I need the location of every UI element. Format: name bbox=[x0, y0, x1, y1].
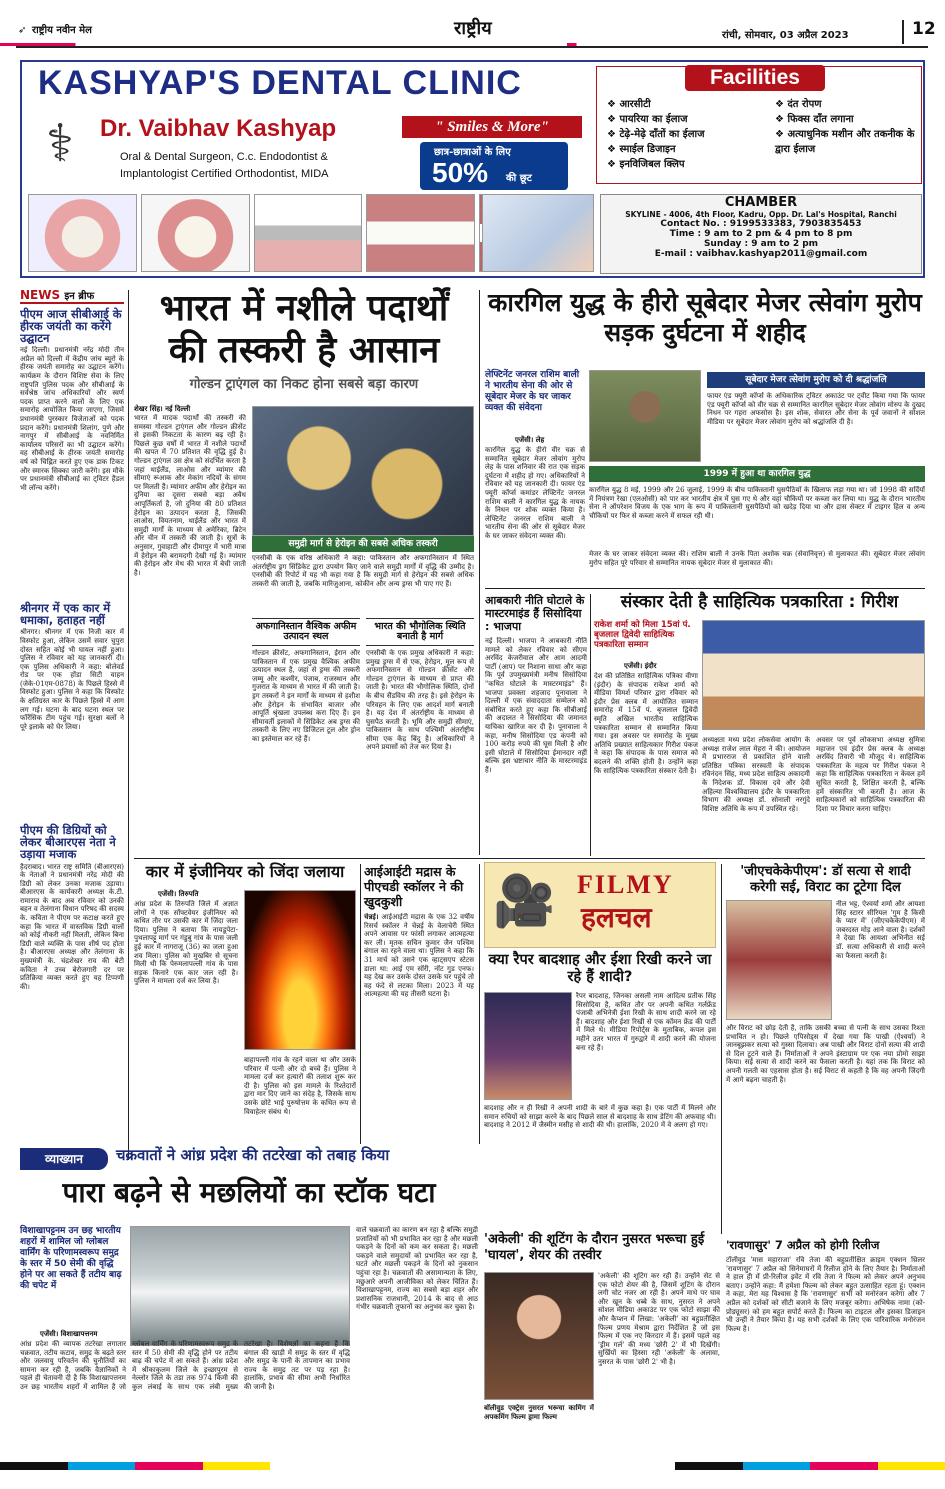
iit-text: आईआईटी मद्रास के एक 32 वर्षीय रिसर्च स्कॉलर ने चेन्नई के वेलाचेरी स्थित अपने आवास पर फांसी लगाकर आत्महत्या कर ली। मृतक सचिन कुमार जैन पश्चिम बंगाल का रहने वाला था। पुलिस ने कहा कि 31 मार्च को उसने एक व्हाट्सएप स्टेटस डाला था: आई एम सॉरी, नॉट गुड एनफ। यह देख कर उसके दोस्त उसके घर पहुंचे तो वह फंदे से लटका मिला। 2023 में यह आत्महत्या की यह तीसरी घटना है। bbox=[364, 913, 474, 999]
row-divider bbox=[485, 588, 925, 589]
column-divider bbox=[590, 594, 591, 856]
halchal-logo-text: हलचल bbox=[581, 901, 652, 934]
page-number: 12 bbox=[912, 19, 936, 39]
dentist-photo bbox=[482, 194, 594, 272]
kargil-story bbox=[485, 288, 925, 588]
fish-body-2: वाले चक्रवातों का कारण बन रहा है बल्कि समुद्री प्रजातियों को भी प्रभावित कर रहा है और मछली पकड़ने के दिनों को कम कर सकता है। मछली पकड़ने वाले समुदायों को प्रभावित कर रहा है, घटते और मछली पकड़ने के दिनों को नुकसान पहुंचा रहा है। चक्रवातों की असामान्यता के लिए, मछुआरे अपनी आजीविका को लेकर चिंतित हैं। विशाखापट्टनम, राज्य का सबसे बड़ा शहर और प्रशासनिक राजधानी, 2014 के बाद से आठ गंभीर चक्रवाती तूफानों का अनुभव कर चुका है। bbox=[356, 1226, 478, 1312]
facility-label: इनविजिबल क्लिप bbox=[619, 159, 685, 170]
ghkkpm-story bbox=[726, 864, 925, 1234]
filmy-logo-text: FILMY bbox=[577, 870, 674, 899]
dentures-photo bbox=[28, 194, 137, 272]
sea-wave-photo bbox=[130, 1226, 350, 1346]
column-divider bbox=[721, 864, 722, 1234]
filmy-halchal-logo bbox=[484, 862, 716, 948]
color-swatch bbox=[675, 1462, 743, 1470]
couple-photo bbox=[484, 992, 572, 1100]
column-divider bbox=[479, 864, 480, 1144]
facility-item: ❖ स्माईल डिजाइन bbox=[607, 144, 676, 155]
paper-name: राष्ट्रीय नवीन मेल bbox=[32, 25, 92, 36]
brief-body: नई दिल्ली। प्रधानमंत्री नरेंद्र मोदी तीन अप्रैल को दिल्ली में केंद्रीय जांच ब्यूरो के हीरक जयंती समारोह का उद्घाटन करेंगे। कार्यक्रम के दौरान विशिष्ट सेवा के लिए राष्ट्रपति पुलिस पदक और सीबीआई के सर्वश्रेष्ठ जांच अधिकारियों और स्वर्ण पदक प्राप्त करने वालों के लिए एक समारोह आयोजित किया जाएगा, जिसमें प्रधानमंत्री पुरस्कार विजेताओं को पदक प्रदान करेंगे। प्रधानमंत्री शिलांग, पुणे और नागपुर में सीबीआई के नवनिर्मित कार्यालय परिसरों का भी उद्घाटन करेंगे। वह सीबीआई के हीरक जयंती समारोह वर्ष को चिह्नित करते हुए एक डाक टिकट और स्मारक सिक्का जारी करेंगे। इस मौके पर प्रधानमंत्री सीबीआई का ट्विटर हैंडल भी लॉन्च करेंगे। bbox=[20, 346, 124, 492]
car-body: आंध्र प्रदेश के तिरुपति जिले में अज्ञात लोगों ने एक सॉफ्टवेयर इंजीनियर को कथित तौर पर उसकी कार में जिंदा जला दिया। पुलिस ने बताया कि नायडूपेटा-पुथलापट्टू मार्ग पर गंडुबु गांव के पास जली हुई कार में नागराजू (36) का जला हुआ शव मिला। पुलिस को मुखबिर से सूचना मिली थी कि पेरुमलापल्ली गांव के पास सड़क किनारे एक कार जल रही है। पुलिस ने मामला दर्ज कर लिया है। bbox=[134, 900, 238, 986]
offer-badge bbox=[420, 142, 568, 190]
color-swatch bbox=[878, 1462, 945, 1470]
iit-headline: आईआईटी मद्रास के पीएचडी स्कॉलर ने की खुदकुशी bbox=[364, 864, 464, 909]
geography-box-text: एनसीबी के एक प्रमुख अधिकारी ने कहा: प्रमुख ड्रग्स में से एक, हेरोइन, मूल रूप से अफगानिस्तान से गोल्डन क्रीसेंट और गोल्डन ट्राएंगल के माध्यम से प्राप्त की जाती है। भारत की भौगोलिक स्थिति, दोनों के बीच सैंडविच की तरह है। इसे हेरोइन के परिवहन के लिए एक आदर्श मार्ग बनाती है। यह देश में अंतर्राष्ट्रीय के माध्यम से घुसपैठ करती है। भूमि और समुद्री सीमाएं, पाकिस्तान के साथ पश्चिमी अंतर्राष्ट्रीय सीमा एक केंद्र बिंदु है। अधिकारियों ने अपने प्रयासों को तेज कर दिया है। bbox=[366, 648, 474, 752]
tribute-text: फायर एंड फ्यूरी कॉर्प्स के अधिकारिक ट्विटर अकाउंट पर ट्वीट किया गया कि फायर एंड फ्यूरी कॉर्प्स को वीर चक्र से सम्मानित कारगिल सूबेदार मेजर त्सेवांग मोरुप के दुखद निधन पर गहरा अफसोस है। इस शोक, सेवारत और सेना के पूर्व जवानों ने सोशल मीडिया पर सूबेदार मेजर त्सेवांग मुरोप को श्रद्धांजलि दी है। bbox=[707, 392, 925, 426]
facility-label: स्माईल डिजाइन bbox=[619, 144, 676, 155]
footer-color-bar bbox=[0, 1462, 945, 1470]
color-swatch bbox=[135, 1462, 203, 1470]
drugs-byline: शेखर सिंह। नई दिल्ली bbox=[134, 405, 191, 413]
sanskar-story bbox=[594, 594, 925, 856]
bird-logo-icon: ➶ bbox=[18, 25, 27, 36]
brief-body: हैदराबाद। भारत राष्ट्र समिति (बीआरएस) के नेताओं ने प्रधानमंत्री नरेंद्र मोदी की डिग्री को लेकर उनका मजाक उड़ाया। बीआरएस के कार्यकारी अध्यक्ष के.टी. रामाराव के बाद अब रविवार को उनकी बहन व तेलंगाना विधान परिषद की सदस्य के. कविता ने पीएम पर कटाक्ष करते हुए कहा कि भारत में वास्तविक डिग्री वालों को कोई नौकरी नहीं मिलती, लेकिन बिना डिग्री वाले व्यक्ति के पास शीर्ष पद होता है। बीआरएस अध्यक्ष और तेलंगाना के मुख्यमंत्री के. चंद्रशेखर राव की बेटी कविता ने उच्च बेरोजगारी दर पर प्रतिक्रिया व्यक्त करते हुए यह टिप्पणी की। bbox=[20, 862, 124, 991]
chamber-email: E-mail : vaibhav.kashyap2011@gmail.com bbox=[654, 248, 868, 259]
drugs-kicker: गोल्डन ट्राएंगल का निकट होना सबसे बड़ा कारण bbox=[189, 377, 419, 392]
color-swatch bbox=[810, 1462, 878, 1470]
dateline: रांची, सोमवार, 03 अप्रैल 2023 bbox=[722, 30, 849, 41]
section-title: राष्ट्रीय bbox=[454, 18, 492, 39]
color-swatch bbox=[0, 1462, 68, 1470]
fire-photo bbox=[244, 890, 356, 1050]
car-body-2: बाहापल्ली गांव के रहने वाला था और उसके परिवार में पत्नी और दो बच्चे हैं। पुलिस ने मामला दर्ज कर हत्यारों की तलाश शुरू कर दी है। पुलिस को इस मामले के रिश्तेदारों द्वारा मार दिए जाने का संदेह है, जिसके साथ उसके छोटे भाई पुरुषोत्तम के कथित रूप से विवाहेतर संबंध थे। bbox=[244, 1056, 356, 1116]
facility-label: अत्याधुनिक मशीन और तकनीक के द्वारा ईलाज bbox=[775, 129, 915, 155]
sanskar-dateline: एजेंसी। इंदौर bbox=[624, 662, 657, 670]
smile-photo bbox=[366, 194, 475, 272]
heroin-photo bbox=[252, 406, 474, 536]
chamber-sunday: Sunday : 9 am to 2 pm bbox=[703, 238, 819, 249]
kargil-tail: मेजर के घर जाकर संवेदना व्यक्त की। राशिम बाली ने उनके पिता अशोक चक्र (सेवानिवृत्त) से मुलाकात की। सूबेदार मेजर त्सेवांग मुरोप सहित पूरे परिवार से सम्मानित नायक सूबेदार मेजर से मुलाकात की। bbox=[589, 550, 925, 567]
kargil-body: कारगिल युद्ध के हीरो वीर चक्र से सम्मानित सूबेदार मेजर त्सेवांग मुरोप लेह के पास शनिवार की रात एक सड़क दुर्घटना में शहीद हो गए। अधिकारियों ने रविवार को यह जानकारी दी। फायर एंड फ्यूरी कॉर्प्स कमांडर लेफ्टिनेंट जनरल राशिम बाली ने कारगिल युद्ध के नायक के निधन पर शोक व्यक्त किया है। लेफ्टिनेंट जनरल राशिम बाली ने भारतीय सेना की ओर से सूबेदार मेजर के घर जाकर संवेदना व्यक्त की। bbox=[485, 446, 585, 540]
film-camera-icon: 🎥 bbox=[493, 872, 556, 930]
facilities-left-list bbox=[607, 97, 757, 172]
akeli-caption: बॉलीवुड एक्ट्रेस नुसरत भरूचा कामिंग में अपकमिंग फिल्म ड्रामा फिल्म bbox=[484, 1404, 594, 1421]
aap-story bbox=[485, 594, 587, 856]
nushrratt-photo bbox=[484, 1272, 594, 1400]
color-swatch bbox=[270, 1462, 675, 1470]
soldier-photo bbox=[589, 370, 701, 462]
facility-item: ❖ टेढ़े-मेढ़े दाँतों का ईलाज bbox=[607, 129, 705, 140]
aap-body: नई दिल्ली। भाजपा ने आबकारी नीति मामले को लेकर रविवार को सीएम अरविंद केजरीवाल और आम आदमी पार्टी (आप) पर निशाना साधा और कहा कि पूर्व उपमुख्यमंत्री मनीष सिसोदिया "कथित घोटाले के मास्टरमाइंड" हैं। भाजपा प्रवक्ता शहजाद पूनावाला ने दिल्ली में एक संवाददाता सम्मेलन को संबोधित करते हुए कहा कि सीबीआई की अदालत ने सिसोदिया की जमानत याचिका खारिज कर दी है। पूनावाला ने कहा, मनीष सिसोदिया एड कंपनी को 100 करोड़ रुपये की घूस मिली है और इसी घोटाले में सिसोदिया ईमानदार नहीं बल्कि इस भ्रष्टाचार नीति के मास्टरमाइंड हैं। bbox=[485, 637, 587, 774]
aap-headline: आबकारी नीति घोटाले के मास्टरमाइंड हैं सिसोदिया : भाजपा bbox=[485, 594, 585, 633]
sanskar-headline: संस्कार देती है साहित्यिक पत्रकारिता : गिरीश bbox=[620, 592, 899, 612]
facility-item: ❖ फिक्स दाँत लगाना bbox=[775, 114, 854, 125]
doctor-name: Dr. Vaibhav Kashyap bbox=[100, 115, 337, 142]
fish-story bbox=[20, 1146, 478, 1452]
brief-body: श्रीनगर। श्रीनगर में एक निजी कार में विस्फोट हुआ, लेकिन उसमें सवार चुपुरा दोस्त सहित कोई भी घायल नहीं हुआ। पुलिस ने रविवार को यह जानकारी दी। एक पुलिस अधिकारी ने कहा: बोलेवर्ड रोड पर एक होंडा सिटी वाहन (जेके-01एम-0878) के पिछले हिस्से में विस्फोट हुआ। पुलिस ने कहा कि विस्फोट के क्षतिग्रस्त कार के पिछले हिस्से में आग लग गई। घटना के बाद घटना स्थल पर फॉरेंसिक टीम पहुंच गई। सुरक्षा बलों ने पूरे इलाके को घेर लिया। bbox=[20, 628, 124, 731]
chamber-time: Time : 9 am to 2 pm & 4 pm to 8 pm bbox=[669, 228, 853, 239]
brief-label-news: NEWS bbox=[20, 288, 61, 302]
facility-label: दंत रोपण bbox=[787, 99, 822, 110]
brief-headline: पीएम आज सीबीआई के हीरक जयंती का करेंगे उद्घाटन bbox=[20, 307, 122, 346]
caduceus-icon: ⚕ bbox=[45, 114, 75, 174]
tribute-banner: सूबेदार मेजर त्सेवांग मुरोप को दी श्रद्धांजलि bbox=[707, 372, 925, 388]
badshah-story bbox=[484, 952, 716, 1228]
fish-dateline: एजेंसी। विशाखापत्तनम bbox=[40, 1330, 98, 1338]
ghkkpm-headline: 'जीएचकेकेपीएम': डॉ सत्या से शादी करेगी सई, विराट का टूटेगा दिल bbox=[740, 864, 911, 895]
facility-item: ❖ दंत रोपण bbox=[775, 99, 822, 110]
facilities-box bbox=[596, 66, 922, 184]
news-in-brief bbox=[20, 288, 124, 1168]
dentures-photo bbox=[141, 194, 250, 272]
chamber-address: SKYLINE - 4006, 4th Floor, Kadru, Opp. Dr. Lal's Hospital, Ranchi bbox=[625, 209, 897, 219]
afghan-box bbox=[252, 618, 360, 868]
drugs-side-text: एनसीबी के एक वरिष्ठ अधिकारी ने कहा: पाकिस्तान और अफगानिस्तान में स्थित अंतर्राष्ट्रीय ड्रग सिंडिकेट द्वारा उपयोग किए जाने वाले समुद्री मार्गों में वृद्धि की उम्मीद है। एनसीबी की रिपोर्ट में यह भी कहा गया है कि समुद्री मार्ग से हेरोइन की सबसे अधिक तस्करी की जाती है, जबकि मारिजुआना, कोकीन और अन्य ड्रग्स भी पाए गए हैं। bbox=[252, 554, 474, 588]
award-photo bbox=[702, 620, 925, 730]
car-story bbox=[134, 864, 356, 1144]
color-swatch bbox=[203, 1462, 271, 1470]
iit-dateline: चेन्नई। bbox=[364, 913, 379, 921]
dental-ad bbox=[20, 60, 925, 278]
tagline: " Smiles & More" bbox=[402, 116, 582, 138]
color-strip bbox=[0, 43, 945, 46]
qualification-2: Implantologist Certified Orthodontist, MIDA bbox=[120, 168, 329, 180]
geography-box-title: भारत की भौगोलिक स्थिति बनाती है मार्ग bbox=[366, 619, 474, 646]
facilities-right-list bbox=[775, 97, 921, 157]
brief-label-hindi: इन ब्रीफ bbox=[64, 291, 95, 302]
page-separator bbox=[902, 20, 904, 44]
kargil-headline: कारगिल युद्ध के हीरो सूबेदार मेजर त्सेवांग मुरोप सड़क दुर्घटना में शहीद bbox=[488, 288, 922, 347]
facility-label: आरसीटी bbox=[619, 99, 651, 110]
column-divider bbox=[360, 864, 361, 1144]
ghkkpm-body: नील भट्ट, ऐश्वर्या शर्मा और आयशा सिंह स्टारर सीरियल 'गुम है किसी के प्यार में' (जीएचकेकेपीएम) में जबरदस्त मोड़ आने वाला है। दर्शकों ने देखा कि आयशा अभिनीत सई डॉ. सत्या अधिकारी से शादी करने का फैसला करती है। bbox=[836, 900, 925, 960]
facility-label: फिक्स दाँत लगाना bbox=[787, 114, 854, 125]
brief-headline: पीएम की डिग्रियों को लेकर बीआरएस नेता ने उड़ाया मजाक bbox=[20, 823, 116, 862]
ravanasur-story bbox=[726, 1238, 925, 1452]
sanskar-body-3: अवसर पर पूर्व लोकसभा अध्यक्ष सुमित्रा महाजन एवं इंदौर प्रेस क्लब के अध्यक्ष अरविंद तिवारी भी मौजूद थे। साहित्यिक पत्रकारिता के महत्व पर गिरीश पंकज ने कहा कि साहित्यिक पत्रकारिता न केवल हमें सूचित करती है, शिक्षित करती है, बल्कि हमें संस्कारित भी करती है। आज के साहित्यकारों को साहित्यिक पत्रकारिता की दिशा पर विचार करना चाहिए। bbox=[816, 736, 925, 813]
offer-percent: 50% bbox=[432, 157, 489, 188]
fish-headline-1: चक्रवातों ने आंध्र प्रदेश की तटरेखा को तबाह किया bbox=[116, 1146, 390, 1164]
sanskar-subhead: राकेश शर्मा को मिला 15वां पं. बृजलाल द्विवेदी साहित्यिक पत्रकारिता सम्मान bbox=[594, 620, 691, 650]
fish-headline-2: पारा बढ़ने से मछलियों का स्टॉक घटा bbox=[62, 1176, 436, 1209]
akeli-headline: 'अकेली' की शूटिंग के दौरान नुसरत भरूचा हुई 'घायल', शेयर की तस्वीर bbox=[484, 1232, 705, 1263]
ravanasur-body: टॉलीवुड 'मास महाराजा' रवि तेजा की बहुप्रतीक्षित क्राइम एक्शन थ्रिलर 'रावणासुर' 7 अप्रैल को सिनेमाघरों में रिलीज होने के लिए तैयार है। निर्माताओं ने हाल ही में प्री-रिलीज इवेंट में रवि तेजा ने फिल्म को लेकर अपने अनुभव बताए। उन्होंने कहा: मैं हमेशा फिल्म को लेकर बहुत उत्साहित रहता हूं। एक्शन ने कहा, मेरा यह विश्वास है कि 'रावणासुर' सभी को मनोरंजन करेगा और 7 अप्रैल को दर्शकों को सीटी बजाने के लिए मजबूर करेगा। अभिषेक नामा (को-प्रोड्यूसर) को हम बहुत सपोर्ट करते हैं। फिल्म का टाइटल और इसका डिजाइन भी उन्हीं ने तैयार किया है। यह सभी दर्शकों के लिए एक पारिवारिक मनोरंजन फिल्म है। bbox=[726, 1256, 925, 1333]
column-divider bbox=[128, 290, 129, 1160]
sanskar-body: देश की प्रतिष्ठित साहित्यिक पत्रिका वीणा (इंदौर) के संपादक राकेश शर्मा को मीडिया विमर्श परिवार द्वारा रविवार को इंदौर प्रेस क्लब में आयोजित सम्मान समारोह में 15वें पं. बृजलाल द्विवेदी स्मृति अखिल भारतीय साहित्यिक पत्रकारिता सम्मान से सम्मानित किया गया। इस अवसर पर समारोह के मुख्य अतिथि प्रख्यात साहित्यकार गिरीश पंकज ने कहा कि संपादक के पास समाज को बदलने की शक्ति होती है। उन्होंने कहा कि साहित्यिक पत्रकारिता संस्कार देती है। bbox=[594, 672, 698, 775]
facilities-title: Facilities bbox=[685, 65, 825, 91]
car-dateline: एजेंसी। तिरुपति bbox=[158, 890, 199, 898]
column-divider bbox=[479, 290, 480, 855]
offer-line: छात्र-छात्राओं के लिए bbox=[434, 147, 511, 158]
facility-item: ❖ आरसीटी bbox=[607, 99, 651, 110]
row-divider bbox=[134, 858, 925, 859]
fish-subhead: विशाखापट्टनम उन छह भारतीय शहरों में शामिल जो ग्लोबल वार्मिंग के परिणामस्वरूप समुद्र के स्तर में 50 सेमी की वृद्धि होने पर आ सकते हैं तटीय बाढ़ की चपेट में bbox=[20, 1226, 122, 1291]
explainer-label: व्याख्यान bbox=[20, 1148, 108, 1170]
kargil-subhead: लेफ्टिनेंट जनरल राशिम बाली ने भारतीय सेना की ओर से सूबेदार मेजर के घर जाकर व्यक्त की संवेदना bbox=[485, 370, 580, 413]
drugs-story bbox=[134, 288, 474, 848]
facility-item: ❖ पायरिया का ईलाज bbox=[607, 114, 688, 125]
color-swatch bbox=[743, 1462, 811, 1470]
badshah-body-2: बादशाह और न ही रिखी ने अपनी शादी के बारे में कुछ कहा है। एक पार्टी में मिलने और समान रुचियों को साझा करने के बाद पिछले साल से बादशाह के साथ डेटिंग की अफवाह थी। बादशाह ने 2012 में जैस्मीन मसीह से शादी की थी। हालांकि, 2020 में वे अलग हो गए। bbox=[484, 1104, 716, 1130]
offer-tail: की छूट bbox=[506, 173, 532, 184]
clinic-name: KASHYAP'S DENTAL CLINIC bbox=[38, 64, 522, 102]
facility-item: ❖ अत्याधुनिक मशीन और तकनीक के द्वारा ईलाज bbox=[775, 129, 915, 155]
chamber-contact: Contact No. : 9199533383, 7903835453 bbox=[660, 218, 862, 229]
facility-label: पायरिया का ईलाज bbox=[619, 114, 688, 125]
heroin-caption: समुद्री मार्ग से हेरोइन की सबसे अधिक तस्करी bbox=[252, 536, 474, 552]
chamber-box bbox=[600, 194, 922, 274]
war-text: कारगिल युद्ध 8 मई, 1999 और 26 जुलाई, 1999 के बीच पाकिस्तानी घुसपैठियों के खिलाफ लड़ा गया था। जो 1998 की सर्दियों में नियंत्रण रेखा (एलओसी) को पार कर भारतीय क्षेत्र में घुस गए थे और वहां चौकियों पर कब्जा कर लिया था। युद्ध के दौरान भारतीय सेना ने ऑपरेशन विजय के एक भाग के रूप में पाकिस्तानी घुसपैठियों को खदेड़ दिया था और द्रास सेक्टर में टाइगर हिल व अन्य चौकियों पर फिर से कब्जा करने में सफल रही थी। bbox=[589, 486, 925, 520]
facility-label: टेढ़े-मेढ़े दाँतों का ईलाज bbox=[619, 129, 705, 140]
chamber-title: CHAMBER bbox=[724, 195, 798, 210]
afghan-box-text: गोल्डन क्रीसेंट, अफगानिस्तान, ईरान और पाकिस्तान में एक प्रमुख वैश्विक अफीम उत्पादन स्थल है, जहां से ड्रग्स की तस्करी जम्मू और कश्मीर, पंजाब, राजस्थान और गुजरात के माध्यम से भारत में की जाती है। ड्रग तस्करों ने इन मार्गों के माध्यम से हशीश और हेरोइन के संभावित बाजार और आपूर्ति श्रृंखला उपलब्ध करा दिए हैं। इन सीमावर्ती इलाकों में सिंडिकेट अब ड्रग्स की तस्करी के लिए नए डिजिटल टूल और ड्रोन का इस्तेमाल कर रहे हैं। bbox=[252, 648, 360, 743]
ghkkpm-body-2: और विराट को छोड़ देती है, ताकि उसकी बच्चा से पत्नी के साथ उसका रिश्ता प्रभावित न हो। पिछले एपिसोड्स में देखा गया कि पाखी (ऐश्वर्या) ने जानबूझकर सत्या को गुस्सा दिलाया। अब पाखी और विराट दोनों सत्या की शादी से दिल टूटने वाले हैं। निर्माताओं ने अपने इंस्टाग्राम पर एक नया प्रोमो साझा किया। सई सत्या से शादी करने का फैसला करती है। यहां तक कि विराट को अपनी गलती का एहसास होता है। सई विराट से कहती है कि वह अपनी जिंदगी में आगे बढ़ना चाहती है। bbox=[726, 1024, 925, 1084]
sanskar-body-2: अध्यक्षता मध्य प्रदेश लोकसेवा आयोग के अध्यक्ष राजेश लाल मेहरा ने की। आयोजन में प्रभारराज से प्रकाशित होने वाली प्रतिष्ठित पत्रिका सरस्वती के संपादक रविनंदन सिंह, मध्य प्रदेश साहित्य अकादमी के निदेशक डॉ. विकास दवे और देवी अहिल्या विश्वविद्यालय इंदौर के पत्रकारिता विभाग की अध्यक्ष डॉ. सोनाली नरगुंदे विशिष्ट अतिथि के रूप में उपस्थित रहे। bbox=[702, 736, 810, 813]
badshah-body: रैपर बादशाह, जिनका असली नाम आदित्य प्रतीक सिंह सिसोदिया है, कथित तौर पर अपनी कथित गर्लफ्रेंड पंजाबी अभिनेत्री ईशा रिखी के साथ शादी करने जा रहे हैं। बादशाह और ईशा रिखी से एक कॉमन फ्रेंड की पार्टी में मिले थे। मीडिया रिपोर्ट्स के मुताबिक, कपल इस महीने उतर भारत में गुरुद्वारे में शादी करने की योजना बना रहे हैं। bbox=[576, 992, 716, 1052]
serial-photo bbox=[726, 900, 832, 1020]
ravanasur-headline: 'रावणासुर' 7 अप्रैल को होगी रिलीज bbox=[726, 1238, 880, 1252]
geography-box bbox=[366, 618, 474, 868]
akeli-story bbox=[484, 1232, 720, 1452]
qualification-1: Oral & Dental Surgeon, C.c. Endodontist & bbox=[120, 151, 328, 163]
badshah-headline: क्या रैपर बादशाह और ईशा रिखी करने जा रहे हैं शादी? bbox=[488, 952, 712, 985]
brief-headline: श्रीनगर में एक कार में धमाका, हताहत नहीं bbox=[20, 601, 111, 628]
iit-body bbox=[364, 913, 474, 1133]
iit-story bbox=[364, 864, 474, 1144]
drugs-body: भारत में मादक पदार्थों की तस्करी की समस्या गोल्डन ट्राएंगल और गोल्डन क्रीसेंट से इसकी निकटता के कारण बढ़ रही है। पिछले कुछ वर्षों में भारत में नशीले पदार्थों की खपत में 70 प्रतिशत की वृद्धि हुई है। गोल्डन ट्राएंगल उस क्षेत्र को संदर्भित करता है जहां थाईलैंड, लाओस और म्यांमार की सीमाएं रूआक और मेकांग नदियों के संगम पर मिलती हैं। म्यांमार अफीम और हेरोइन का दुनिया का दूसरा सबसे बड़ा अवैध आपूर्तिकर्ता है, जो दुनिया की 80 प्रतिशत हेरोइन का उत्पादन करता है, जिसकी लाओस, वियतनाम, थाईलैंड और भारत में समुद्री मार्गों के माध्यम से अमेरिका, ब्रिटेन और चीन में तस्करी की जाती है। सूत्रों के अनुसार, गुवाहाटी और दीमापुर में भारी मात्रा में हेरोइन की बरामदगी देखी गई है। म्यांमार की हेरोइन और मेथ की भारत में बेची जाती है। bbox=[134, 414, 246, 577]
akeli-body: 'अकेली' की शूटिंग कर रही हैं। उन्होंने सेट से एक फोटो शेयर की है, जिसमें शूटिंग के दौरान लगी चोट नजर आ रही है। अपने माथे पर घाव और खून के धब्बे के साथ, नुसरत ने अपने सोशल मीडिया अकाउंट पर एक फोटो साझा की और कैप्शन में लिखा: 'अकेली' का बहुप्रतीक्षित फिल्म प्रणय मेश्राम द्वारा निर्देशित है जो इस फिल्म में एक नए किरदार में हैं। इसमें पहले वह 'ड्रीम गर्ल' की मध्य 'छोरी 2' में भी दिखेंगी। सुर्खियों का हिस्सा रही 'अकेली' के अलावा, नुसरत के पास 'छोरी 2' भी है। bbox=[598, 1272, 720, 1366]
fish-body: आंध्र प्रदेश की व्यापक तटरेखा लगातार चक्रवात, तटीय कटाव, समुद्र के बढ़ते स्तर और जलवायु परिवर्तन की चुनौतियों का सामना कर रही है, जबकि वैज्ञानिकों ने पहले ही चेतावनी दी है कि विशाखापत्तनम उन छह भारतीय शहरों में शामिल है जो ग्लोबल वार्मिंग के परिणामस्वरूप समुद्र के स्तर में 50 सेमी की वृद्धि होने पर तटीय बाढ़ की चपेट में आ सकते हैं। आंध्र प्रदेश में श्रीकाकुलम जिले के इच्छापुरम से नेल्लोर जिले के तडा तक 974 किमी की कुल लंबाई के साथ एक लंबी मुख्य तटरेखा है। विशेषज्ञों का कहना है कि बंगाल की खाड़ी में समुद्र के स्तर में वृद्धि और समुद्र के पानी के तापमान का प्रभाव राज्य के समुद्र तट पर पड़ रहा है। हालांकि, प्रभाव की सीमा अभी निर्धारित की जानी है। bbox=[20, 1340, 350, 1391]
implant-photo bbox=[254, 194, 363, 272]
car-headline: कार में इंजीनियर को जिंदा जलाया bbox=[145, 862, 345, 881]
kargil-dateline: एजेंसी। लेह bbox=[515, 436, 545, 444]
color-swatch bbox=[68, 1462, 136, 1470]
facility-item: ❖ इनविजिबल क्लिप bbox=[607, 159, 685, 170]
brief-label bbox=[20, 288, 124, 304]
war-banner: 1999 में हुआ था कारगिल युद्ध bbox=[589, 466, 925, 482]
afghan-box-title: अफगानिस्तान वैश्विक अफीम उत्पादन स्थल bbox=[252, 619, 360, 646]
drugs-headline: भारत में नशीले पदार्थों की तस्करी है आसान bbox=[159, 288, 449, 371]
